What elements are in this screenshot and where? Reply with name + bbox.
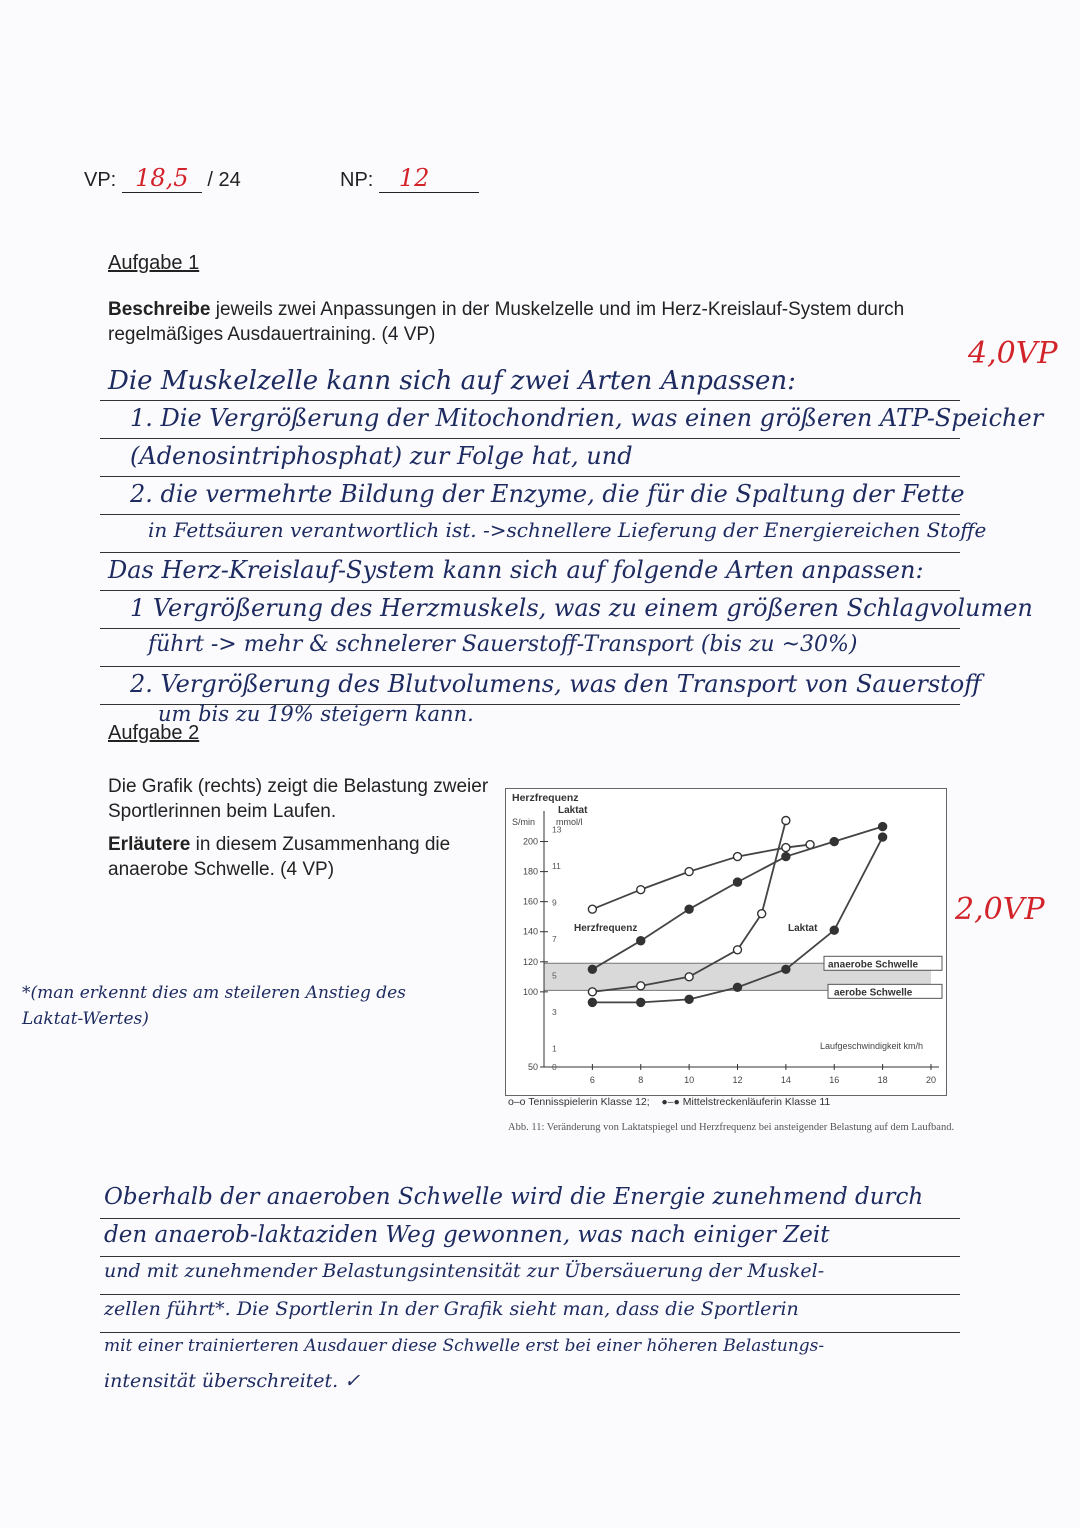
data-point xyxy=(734,853,742,861)
data-point xyxy=(637,998,645,1006)
y-right-tick-label: 0 xyxy=(552,1062,557,1072)
task2-text: in diesem Zusammenhang die anaerobe Schwelle. (4 VP) xyxy=(108,834,451,880)
y-left-tick-label: 160 xyxy=(522,896,538,907)
y-left-unit: S/min xyxy=(512,817,536,827)
vp-score: 18,5 xyxy=(135,164,189,192)
label-laktat: Laktat xyxy=(788,923,818,935)
label-anaerobe-schwelle: anaerobe Schwelle xyxy=(828,959,919,971)
np-score: 12 xyxy=(398,164,430,192)
data-point xyxy=(637,886,645,894)
chart xyxy=(506,789,946,1095)
filled-marker-icon: ●–● xyxy=(661,1096,680,1108)
np-score-row xyxy=(340,164,479,193)
data-point xyxy=(782,853,790,861)
data-point xyxy=(685,868,693,876)
data-point xyxy=(637,937,645,945)
answer-line: Das Herz-Kreislauf-System kann sich auf folgende Arten anpassen: xyxy=(108,556,924,584)
data-point xyxy=(734,878,742,886)
answer-line: führt -> mehr & schnelerer Sauerstoff-Transport (bis zu ~30%) xyxy=(148,632,858,657)
task2-heading: Aufgabe 2 xyxy=(108,722,200,744)
x-tick-label: 8 xyxy=(638,1075,644,1085)
vp-total: / 24 xyxy=(207,169,241,191)
chart-caption: Abb. 11: Veränderung von Laktatspiegel und Herzfrequenz bei ansteigender Belastung auf dem Laufband. xyxy=(508,1122,955,1133)
x-tick-label: 16 xyxy=(829,1075,840,1085)
data-point xyxy=(685,995,693,1003)
data-point xyxy=(879,833,887,841)
y-left-tick-label: 100 xyxy=(522,986,538,997)
answer-line: mit einer trainierteren Ausdauer diese Schwelle erst bei einer höheren Belastungs- xyxy=(104,1336,825,1356)
x-axis-label: Laufgeschwindigkeit km/h xyxy=(819,1041,923,1051)
task2-grade: 2,0VP xyxy=(955,892,1045,927)
task2-intro: Die Grafik (rechts) zeigt die Belastung zweier Sportlerinnen beim Laufen. xyxy=(108,776,489,822)
data-point xyxy=(830,838,838,846)
data-point xyxy=(588,905,596,913)
answer-line: in Fettsäuren verantwortlich ist. ->schnellere Lieferung der Energiereichen Stoffe xyxy=(148,518,987,542)
legend-item-runner: Mittelstreckenläuferin Klasse 11 xyxy=(682,1096,831,1108)
side-note: *(man erkennt dies am steileren Anstieg des Laktat-Wertes) xyxy=(22,983,406,1029)
x-tick-label: 18 xyxy=(877,1075,888,1085)
y-right-tick-label: 13 xyxy=(552,824,562,835)
data-point xyxy=(758,910,766,918)
open-marker-icon: o–o xyxy=(508,1096,526,1108)
data-point xyxy=(782,965,790,973)
label-aerobe-schwelle: aerobe Schwelle xyxy=(834,987,913,999)
chart-legend xyxy=(508,1096,830,1108)
y-right-unit: mmol/l xyxy=(556,817,583,827)
task2-verb: Erläutere xyxy=(108,834,191,855)
answer-line: zellen führt*. Die Sportlerin In der Grafik sieht man, dass die Sportlerin xyxy=(104,1298,799,1320)
answer-line: intensität überschreitet. ✓ xyxy=(104,1370,361,1392)
y-left-tick-label: 200 xyxy=(522,836,538,847)
y-right-tick-label: 9 xyxy=(552,897,557,908)
data-point xyxy=(588,998,596,1006)
y-right-tick-label: 3 xyxy=(552,1007,557,1018)
legend-item-tennis: Tennisspielerin Klasse 12; xyxy=(528,1096,650,1108)
answer-line: Oberhalb der anaeroben Schwelle wird die Energie zunehmend durch xyxy=(104,1184,924,1210)
data-point xyxy=(637,982,645,990)
data-point xyxy=(734,946,742,954)
x-tick-label: 10 xyxy=(684,1075,695,1085)
y-right-tick-label: 1 xyxy=(552,1043,557,1054)
x-tick-label: 12 xyxy=(732,1075,743,1085)
answer-line: 2. die vermehrte Bildung der Enzyme, die für die Spaltung der Fette xyxy=(130,480,965,508)
data-point xyxy=(830,926,838,934)
task1-heading: Aufgabe 1 xyxy=(108,252,200,274)
vp-label: VP: xyxy=(84,169,117,191)
label-herzfrequenz: Herzfrequenz xyxy=(574,923,638,935)
task1-verb: Beschreibe xyxy=(108,299,211,320)
answer-line: (Adenosintriphosphat) zur Folge hat, und xyxy=(130,442,633,470)
data-point xyxy=(782,817,790,825)
data-point xyxy=(734,983,742,991)
data-point xyxy=(685,905,693,913)
y-left-tick-label: 140 xyxy=(522,926,538,937)
x-tick-label: 14 xyxy=(780,1075,791,1085)
answer-line: 1. Die Vergrößerung der Mitochondrien, was einen größeren ATP-Speicher xyxy=(130,404,1044,432)
y-right-tick-label: 11 xyxy=(552,861,561,872)
y-left-tick-label: 50 xyxy=(527,1062,538,1072)
answer-line: um bis zu 19% steigern kann. xyxy=(158,702,474,726)
answer-line: 2. Vergrößerung des Blutvolumens, was den Transport von Sauerstoff xyxy=(130,670,982,698)
task2-prompt xyxy=(108,832,468,882)
x-tick-label: 20 xyxy=(925,1075,937,1085)
task1-text: jeweils zwei Anpassungen in der Muskelzelle und im Herz-Kreislauf-System durch regelmäßiges Ausdauertraining. (4 VP) xyxy=(108,299,905,345)
task1-grade: 4,0VP xyxy=(968,336,1058,371)
data-point xyxy=(782,844,790,852)
y-right-tick-label: 5 xyxy=(552,970,557,981)
data-point xyxy=(879,823,887,831)
chart-title: Herzfrequenz xyxy=(512,792,579,804)
y-left-tick-label: 120 xyxy=(522,956,538,967)
answer-line: und mit zunehmender Belastungsintensität zur Übersäuerung der Muskel- xyxy=(104,1260,825,1282)
answer-line: den anaerob-laktaziden Weg gewonnen, was nach einiger Zeit xyxy=(104,1222,830,1248)
vp-score-row xyxy=(84,164,241,193)
chart-frame xyxy=(505,788,947,1096)
answer-line: Die Muskelzelle kann sich auf zwei Arten Anpassen: xyxy=(108,366,796,396)
y-left-tick-label: 180 xyxy=(522,866,538,877)
data-point xyxy=(588,965,596,973)
x-tick-label: 6 xyxy=(589,1075,595,1085)
chart-subtitle: Laktat xyxy=(558,805,588,816)
answer-line: 1 Vergrößerung des Herzmuskels, was zu einem größeren Schlagvolumen xyxy=(130,594,1033,622)
y-right-tick-label: 7 xyxy=(552,934,557,945)
data-point xyxy=(685,973,693,981)
task1-prompt xyxy=(108,297,908,347)
data-point xyxy=(588,988,596,996)
np-label: NP: xyxy=(340,169,374,191)
